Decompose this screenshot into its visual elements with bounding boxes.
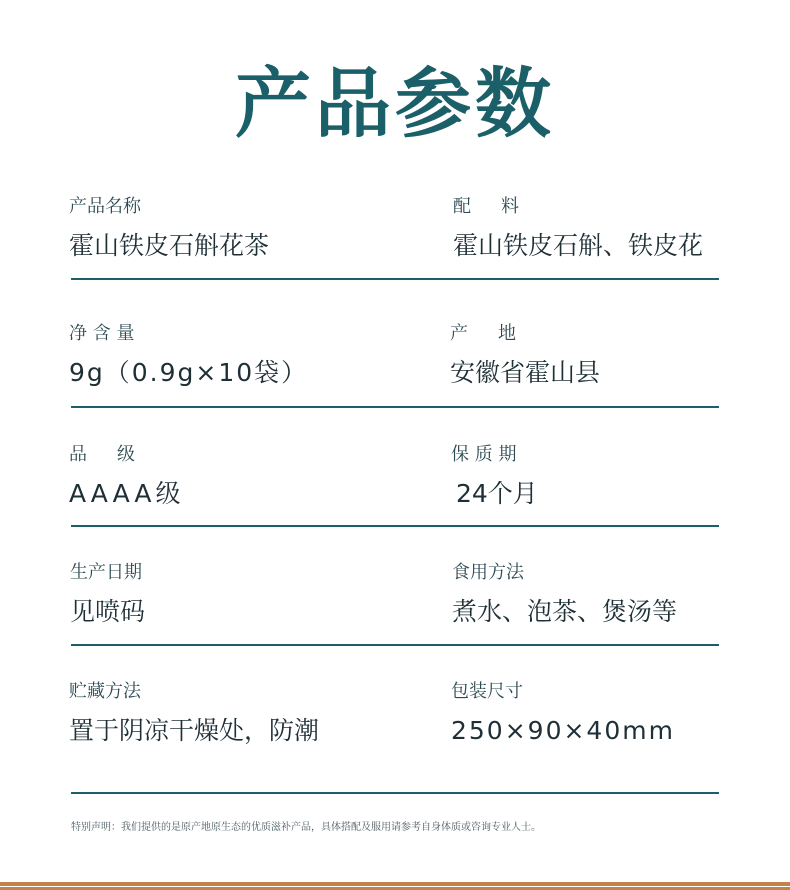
param-storage (69, 681, 319, 747)
param-label: 产品名称 (69, 196, 141, 217)
param-label: 保 质 期 (451, 444, 517, 465)
row-divider (71, 278, 719, 280)
param-net-weight (69, 323, 308, 389)
param-value: 煮水、泡茶、煲汤等 (452, 597, 678, 626)
row-divider (71, 792, 719, 794)
param-origin (450, 323, 600, 389)
param-grade (69, 444, 185, 510)
param-package-size (451, 681, 675, 747)
param-value: 置于阴凉干燥处，防潮 (69, 716, 320, 745)
param-product-name (69, 196, 269, 262)
param-value: 24个月 (456, 479, 538, 508)
param-label: 贮藏方法 (69, 681, 141, 702)
param-label: 生产日期 (70, 562, 142, 583)
param-shelf-life (451, 444, 538, 510)
param-value: 250×90×40mm (451, 716, 675, 745)
param-value: 霍山铁皮石斛、铁皮花 (453, 231, 704, 260)
disclaimer-text: 特别声明：我们提供的是原产地原生态的优质滋补产品，具体搭配及服用请参考自身体质或咨询专业人士。 (71, 822, 541, 833)
bottom-decorative-band (0, 882, 790, 890)
param-value: 安徽省霍山县 (450, 358, 601, 387)
param-usage (452, 562, 677, 628)
param-label: 包装尺寸 (451, 681, 523, 702)
row-divider (71, 406, 719, 408)
param-value: 见喷码 (70, 597, 146, 626)
param-label: 产 地 (450, 323, 522, 344)
param-value: AAAA级 (69, 479, 185, 508)
param-label: 品 级 (69, 444, 141, 465)
param-production-date (70, 562, 145, 628)
param-label: 配 料 (453, 196, 525, 217)
page-title: 产品参数 (235, 59, 555, 148)
param-value: 霍山铁皮石斛花茶 (69, 231, 270, 260)
param-label: 食用方法 (452, 562, 524, 583)
row-divider (71, 525, 719, 527)
param-label: 净 含 量 (69, 323, 135, 344)
param-ingredients (453, 196, 703, 262)
param-value: 9g（0.9g×10袋） (69, 358, 309, 387)
row-divider (71, 644, 719, 646)
